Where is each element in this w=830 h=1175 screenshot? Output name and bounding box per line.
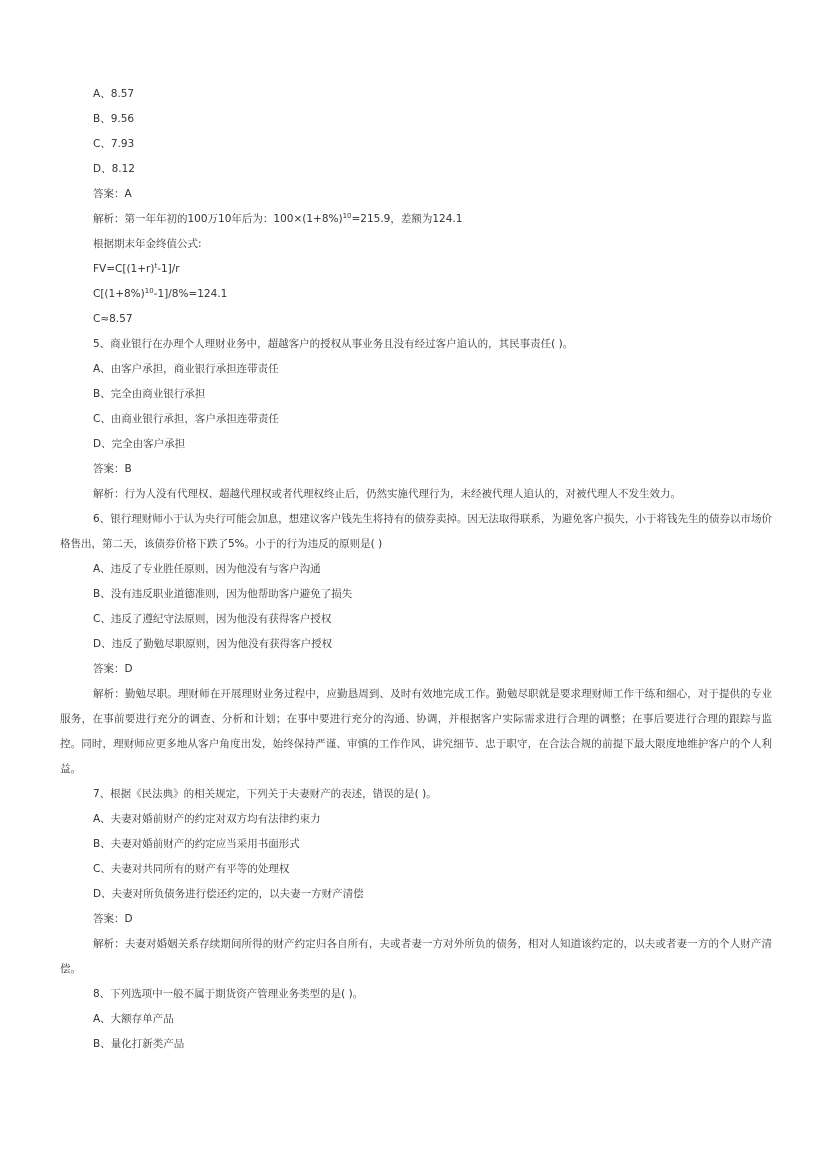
option-a: A、由客户承担，商业银行承担连带责任 bbox=[93, 363, 279, 375]
question-5 bbox=[60, 332, 772, 507]
question-stem: 5、商业银行在办理个人理财业务中，超越客户的授权从事业务且没有经过客户追认的，其民事责任( )。 bbox=[93, 338, 574, 350]
option-d: D、违反了勤勉尽职原则，因为他没有获得客户授权 bbox=[93, 638, 333, 650]
analysis: 解析：行为人没有代理权、超越代理权或者代理权终止后，仍然实施代理行为，未经被代理人追认的，对被代理人不发生效力。 bbox=[93, 488, 681, 500]
question-7 bbox=[60, 782, 772, 982]
option-d: D、完全由客户承担 bbox=[93, 438, 186, 450]
question-stem: 7、根据《民法典》的相关规定，下列关于夫妻财产的表述，错误的是( )。 bbox=[93, 788, 437, 800]
option-a: A、违反了专业胜任原则，因为他没有与客户沟通 bbox=[93, 563, 321, 575]
option-a: A、夫妻对婚前财产的约定对双方均有法律约束力 bbox=[93, 813, 321, 825]
answer: 答案：D bbox=[93, 663, 133, 675]
option-c: C、7.93 bbox=[93, 138, 135, 150]
question-8 bbox=[60, 982, 772, 1057]
question-stem: 8、下列选项中一般不属于期货资产管理业务类型的是( )。 bbox=[93, 988, 364, 1000]
analysis: 解析：夫妻对婚姻关系存续期间所得的财产约定归各自所有，夫或者妻一方对外所负的债务，相对人知道该约定的，以夫或者妻一方的个人财产清偿。 bbox=[60, 938, 772, 975]
option-b: B、量化打新类产品 bbox=[93, 1038, 185, 1050]
analysis: 解析：勤勉尽职。理财师在开展理财业务过程中，应勤恳周到、及时有效地完成工作。勤勉尽职就是要求理财师工作干练和细心，对于提供的专业服务，在事前要进行充分的调查、分析和计划；在事中要进行充分的沟通、协调，并根据客户实际需求进行合理的调整；在事后要进行合理的跟踪与监控。同时，理财师应更多地从客户角度出发，始终保持严谨、审慎的工作作风，讲究细节、忠于职守，在合法合规的前提下最大限度地维护客户的个人利益。 bbox=[60, 688, 772, 775]
answer: 答案：A bbox=[93, 188, 132, 200]
question-6 bbox=[60, 507, 772, 782]
formula-calculation: $C[(1+8\%)^{10}-1]/8\%=124.1$ bbox=[93, 287, 228, 300]
formula-intro: 根据期末年金终值公式: bbox=[93, 238, 202, 250]
option-c: C、夫妻对共同所有的财产有平等的处理权 bbox=[93, 863, 290, 875]
option-b: B、夫妻对婚前财产的约定应当采用书面形式 bbox=[93, 838, 300, 850]
option-a: A、8.57 bbox=[93, 88, 135, 100]
option-b: B、没有违反职业道德准则，因为他帮助客户避免了损失 bbox=[93, 588, 353, 600]
option-d: D、8.12 bbox=[93, 163, 135, 175]
formula-fv: $FV=C[(1+r)^t-1]/r$ bbox=[93, 262, 180, 275]
option-b: B、完全由商业银行承担 bbox=[93, 388, 206, 400]
option-c: C、由商业银行承担，客户承担连带责任 bbox=[93, 413, 279, 425]
document-page bbox=[60, 82, 772, 1057]
option-a: A、大额存单产品 bbox=[93, 1013, 174, 1025]
question-stem: 6、银行理财师小于认为央行可能会加息，想建议客户钱先生将持有的债券卖掉。因无法取得联系，为避免客户损失，小于将钱先生的债券以市场价格售出，第二天，该债券价格下跌了5%。小于的行为违反的原则是( ) bbox=[60, 513, 772, 550]
option-b: B、9.56 bbox=[93, 113, 135, 125]
answer: 答案：D bbox=[93, 913, 133, 925]
formula-result: C≈8.57 bbox=[93, 313, 133, 325]
answer: 答案：B bbox=[93, 463, 132, 475]
option-c: C、违反了遵纪守法原则，因为他没有获得客户授权 bbox=[93, 613, 332, 625]
analysis: 解析：第一年年初的100万10年后为：$100\times(1+8\%)^{10}=215.9$，差额为124.1 bbox=[93, 212, 463, 225]
option-d: D、夫妻对所负债务进行偿还约定的，以夫妻一方财产清偿 bbox=[93, 888, 364, 900]
question-4-options bbox=[60, 82, 772, 182]
